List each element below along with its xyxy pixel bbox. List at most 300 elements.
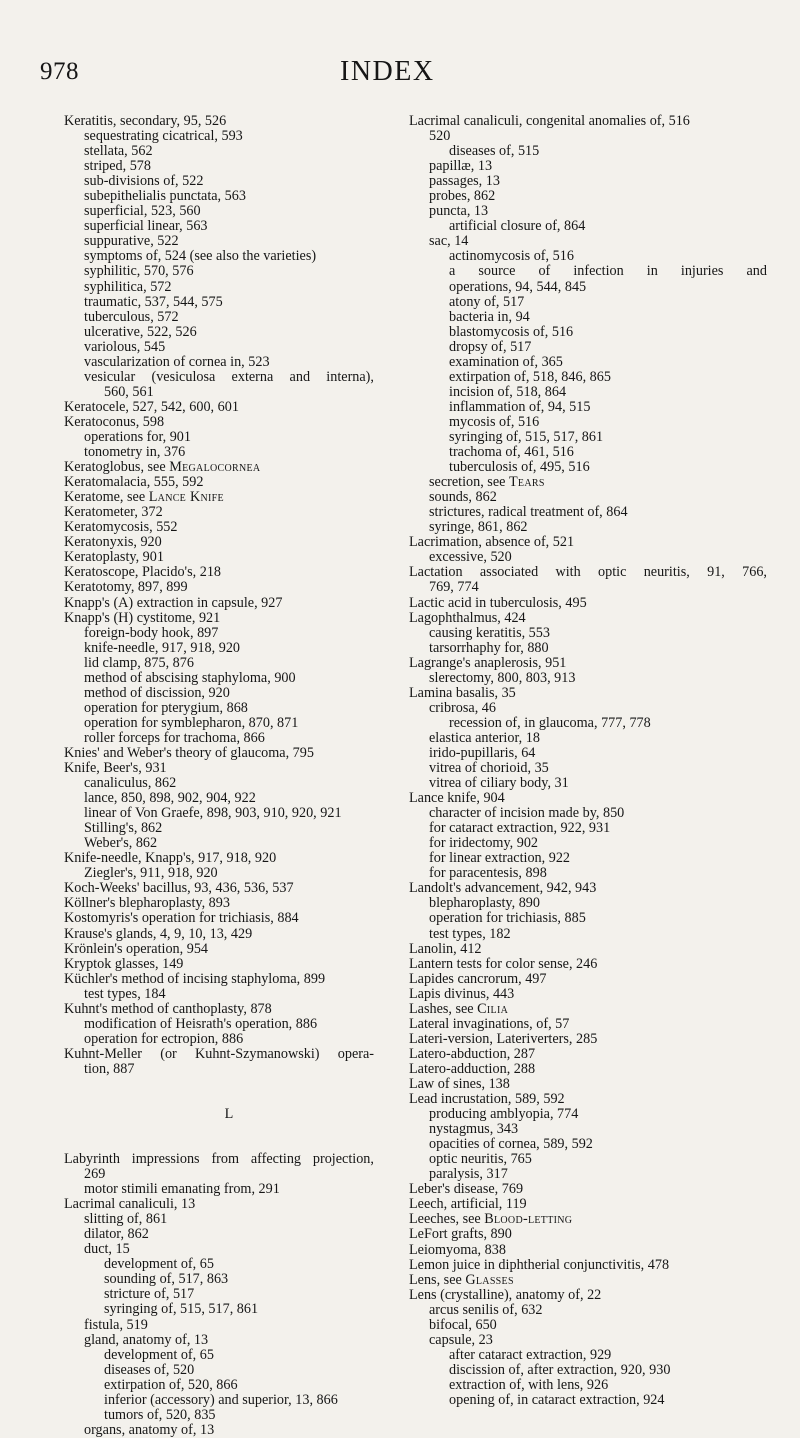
entry-text: diseases of, 515 (449, 143, 540, 160)
entry-text: Lactic acid in tuberculosis, 495 (409, 594, 587, 611)
index-entry (409, 1017, 767, 1032)
entry-text: extirpation of, 520, 866 (104, 1376, 238, 1393)
index-entry (64, 520, 374, 535)
index-subentry (409, 1348, 767, 1363)
entry-text: syphilitic, 570, 576 (84, 263, 194, 280)
entry-text: operation for symblepharon, 870, 871 (84, 714, 299, 731)
page-number: 978 (40, 58, 79, 85)
entry-text: secretion, see (429, 474, 509, 491)
entry-text: Keratonyxis, 920 (64, 534, 162, 551)
entry-text: Lagophthalmus, 424 (409, 609, 526, 626)
index-column-right (409, 114, 767, 1408)
entry-text: LeFort grafts, 890 (409, 1226, 512, 1243)
entry-text: tuberculous, 572 (84, 308, 179, 325)
index-subentry (409, 550, 767, 565)
entry-text: knife-needle, 917, 918, 920 (84, 639, 241, 656)
index-subentry (64, 1348, 374, 1363)
index-subentry (64, 1378, 374, 1393)
index-subentry (64, 1167, 374, 1182)
index-subentry (409, 280, 767, 295)
index-subentry (64, 189, 374, 204)
entry-text: Kryptok glasses, 149 (64, 955, 184, 972)
entry-text: striped, 578 (84, 158, 151, 175)
index-entry: Lactation associated with optic neuritis, 91, 766, (409, 564, 767, 581)
entry-text: operations for, 901 (84, 428, 191, 445)
entry-text: Lacrimal canaliculi, 13 (64, 1196, 196, 1213)
entry-text: Keratomalacia, 555, 592 (64, 474, 204, 491)
index-entry: Labyrinth impressions from affecting projection, (64, 1151, 374, 1167)
entry-text: extraction of, with lens, 926 (449, 1376, 609, 1393)
index-entry (409, 957, 767, 972)
entry-text: Koch-Weeks' bacillus, 93, 436, 536, 537 (64, 880, 294, 897)
section-spacer (64, 1124, 374, 1152)
index-subentry (64, 1212, 374, 1227)
entry-text: method of abscising staphyloma, 900 (84, 669, 296, 686)
entry-text: Keratoglobus, see (64, 459, 170, 476)
index-subentry (409, 325, 767, 340)
index-subentry (64, 144, 374, 159)
entry-text: tarsorrhaphy for, 880 (429, 639, 549, 656)
index-entry (64, 475, 374, 490)
index-subentry (64, 340, 374, 355)
index-subentry (64, 626, 374, 641)
index-entry (409, 535, 767, 550)
entry-text: development of, 65 (104, 1256, 214, 1273)
index-subentry (64, 264, 374, 279)
entry-text: bacteria in, 94 (449, 308, 530, 325)
entry-text: tion, 887 (84, 1060, 135, 1077)
index-subentry (64, 280, 374, 295)
index-entry (64, 535, 374, 550)
index-entry (64, 1002, 374, 1017)
index-subentry (409, 445, 767, 460)
index-entry (64, 114, 374, 129)
entry-text: Kostomyris's operation for trichiasis, 884 (64, 910, 299, 927)
entry-text: 769, 774 (429, 579, 479, 596)
entry-text: Lateral invaginations, of, 57 (409, 1015, 570, 1032)
index-entry (64, 761, 374, 776)
entry-text: examination of, 365 (449, 353, 563, 370)
entry-text: Lanolin, 412 (409, 940, 482, 957)
index-entry (409, 1047, 767, 1062)
index-subentry (409, 1152, 767, 1167)
entry-text: Lashes, see (409, 1000, 478, 1017)
index-subentry (409, 204, 767, 219)
index-entry (409, 1092, 767, 1107)
entry-text: vascularization of cornea in, 523 (84, 353, 270, 370)
index-subentry (64, 1363, 374, 1378)
index-subentry (409, 851, 767, 866)
index-subentry (64, 385, 374, 400)
index-entry (409, 1077, 767, 1092)
index-subentry (409, 836, 767, 851)
entry-text: Latero-abduction, 287 (409, 1045, 536, 1062)
index-subentry (409, 385, 767, 400)
entry-text: Keratometer, 372 (64, 504, 163, 521)
index-entry (409, 596, 767, 611)
index-subentry (64, 219, 374, 234)
entry-text: dilator, 862 (84, 1226, 149, 1243)
entry-text: inferior (accessory) and superior, 13, 866 (104, 1391, 338, 1408)
entry-text: for linear extraction, 922 (429, 850, 571, 867)
index-subentry (409, 1378, 767, 1393)
index-subentry (409, 911, 767, 926)
cross-reference: Lance Knife (148, 489, 224, 506)
entry-text: operations, 94, 544, 845 (449, 278, 587, 295)
index-subentry (409, 1393, 767, 1408)
index-subentry (409, 144, 767, 159)
index-subentry (64, 671, 374, 686)
entry-text: lid clamp, 875, 876 (84, 654, 194, 671)
index-entry (64, 400, 374, 415)
entry-text: operation for trichiasis, 885 (429, 910, 586, 927)
entry-text: Lead incrustation, 589, 592 (409, 1091, 565, 1108)
index-subentry: a source of infection in injuries and (449, 263, 767, 280)
entry-text: Lagrange's anaplerosis, 951 (409, 654, 567, 671)
index-subentry (409, 174, 767, 189)
entry-text: Keratocele, 527, 542, 600, 601 (64, 398, 239, 415)
entry-text: Knife, Beer's, 931 (64, 760, 167, 777)
index-entry (409, 1258, 767, 1273)
entry-text: Lance knife, 904 (409, 790, 505, 807)
entry-text: blastomycosis of, 516 (449, 323, 574, 340)
entry-text: lance, 850, 898, 902, 904, 922 (84, 790, 256, 807)
entry-text: 520 (429, 128, 451, 145)
index-entry (409, 1243, 767, 1258)
entry-text: Lacrimal canaliculi, congenital anomalies of, 516 (409, 113, 690, 129)
index-subentry (409, 896, 767, 911)
index-subentry (409, 821, 767, 836)
index-subentry (409, 490, 767, 505)
index-subentry (64, 204, 374, 219)
entry-text: sac, 14 (429, 233, 469, 250)
index-subentry (409, 1167, 767, 1182)
index-subentry (64, 1287, 374, 1302)
index-subentry (409, 295, 767, 310)
index-entry (409, 1002, 767, 1017)
entry-text: syringe, 861, 862 (429, 519, 528, 536)
entry-text: fistula, 519 (84, 1316, 148, 1333)
index-subentry (409, 1363, 767, 1378)
entry-text: Ziegler's, 911, 918, 920 (84, 865, 218, 882)
entry-text: opacities of cornea, 589, 592 (429, 1136, 593, 1153)
index-entry (409, 972, 767, 987)
index-subentry (64, 445, 374, 460)
entry-text: sounding of, 517, 863 (104, 1271, 229, 1288)
index-subentry (64, 430, 374, 445)
index-subentry (64, 806, 374, 821)
entry-text: Keratoconus, 598 (64, 413, 165, 430)
index-subentry (64, 174, 374, 189)
index-subentry (64, 641, 374, 656)
index-entry (64, 957, 374, 972)
entry-text: Leeches, see (409, 1211, 485, 1228)
index-subentry (409, 1107, 767, 1122)
index-entry (64, 490, 374, 505)
entry-text: vitrea of chorioid, 35 (429, 760, 549, 777)
index-entry (409, 1212, 767, 1227)
index-subentry (64, 1423, 374, 1438)
index-entry (64, 505, 374, 520)
entry-text: Lamina basalis, 35 (409, 684, 516, 701)
index-entry (409, 1032, 767, 1047)
entry-text: duct, 15 (84, 1241, 130, 1258)
index-entry (409, 686, 767, 701)
index-subentry (409, 415, 767, 430)
entry-text: Knapp's (A) extraction in capsule, 927 (64, 594, 283, 611)
index-subentry (64, 1062, 374, 1077)
cross-reference: Cilia (477, 1000, 509, 1017)
entry-text: Weber's, 862 (84, 835, 158, 852)
entry-text: artificial closure of, 864 (449, 218, 586, 235)
entry-text: after cataract extraction, 929 (449, 1346, 612, 1363)
index-subentry (64, 1017, 374, 1032)
entry-text: symptoms of, 524 (see also the varieties) (84, 248, 317, 265)
index-subentry (64, 249, 374, 264)
index-entry (409, 1273, 767, 1288)
index-subentry (409, 310, 767, 325)
index-entry (64, 596, 374, 611)
index-subentry (409, 1303, 767, 1318)
index-subentry: vesicular (vesiculosa externa and interna), (84, 368, 374, 385)
cross-reference: Megalocornea (169, 459, 261, 476)
index-subentry (64, 701, 374, 716)
index-subentry (409, 430, 767, 445)
index-subentry (409, 716, 767, 731)
index-subentry (409, 1333, 767, 1348)
entry-text: stricture of, 517 (104, 1286, 195, 1303)
index-subentry (409, 189, 767, 204)
index-subentry (64, 836, 374, 851)
index-subentry (409, 1122, 767, 1137)
index-subentry (409, 806, 767, 821)
index-entry (64, 746, 374, 761)
entry-text: Keratome, see (64, 489, 149, 506)
entry-text: Keratitis, secondary, 95, 526 (64, 113, 227, 129)
index-entry (64, 611, 374, 626)
section-letter: L (224, 1106, 234, 1122)
index-subentry (409, 520, 767, 535)
index-subentry (64, 1272, 374, 1287)
entry-text: Krause's glands, 4, 9, 10, 13, 429 (64, 925, 253, 942)
entry-text: Law of sines, 138 (409, 1076, 510, 1092)
entry-text: passages, 13 (429, 173, 500, 190)
entry-text: Leech, artificial, 119 (409, 1196, 527, 1213)
section-spacer (64, 1077, 374, 1105)
index-entry (409, 942, 767, 957)
entry-text: superficial linear, 563 (84, 218, 208, 235)
index-entry (64, 580, 374, 595)
index-subentry (64, 159, 374, 174)
index-subentry (64, 987, 374, 1002)
index-entry (409, 611, 767, 626)
entry-text: slerectomy, 800, 803, 913 (429, 669, 576, 686)
index-entry (409, 1182, 767, 1197)
index-subentry (64, 821, 374, 836)
index-subentry (64, 1408, 374, 1423)
entry-text: slitting of, 861 (84, 1211, 168, 1228)
entry-text: cribrosa, 46 (429, 699, 496, 716)
entry-text: atony of, 517 (449, 293, 525, 310)
index-subentry (409, 626, 767, 641)
entry-text: Lateri-version, Lateriverters, 285 (409, 1030, 598, 1047)
index-subentry (409, 370, 767, 385)
entry-text: traumatic, 537, 544, 575 (84, 293, 223, 310)
entry-text: gland, anatomy of, 13 (84, 1331, 209, 1348)
index-entry (64, 927, 374, 942)
entry-text: Keratomycosis, 552 (64, 519, 178, 536)
entry-text: 560, 561 (104, 383, 154, 400)
index-subentry (409, 129, 767, 144)
index-subentry (409, 355, 767, 370)
index-subentry (64, 776, 374, 791)
index-entry (409, 1227, 767, 1242)
entry-text: Keratoplasty, 901 (64, 549, 164, 566)
index-subentry (409, 1137, 767, 1152)
index-subentry (409, 866, 767, 881)
entry-text: Lens, see (409, 1271, 466, 1288)
entry-text: sounds, 862 (429, 489, 497, 506)
index-subentry (409, 1318, 767, 1333)
entry-text: foreign-body hook, 897 (84, 624, 219, 641)
entry-text: tuberculosis of, 495, 516 (449, 459, 590, 476)
entry-text: incision of, 518, 864 (449, 383, 567, 400)
entry-text: for cataract extraction, 922, 931 (429, 820, 611, 837)
index-entry (64, 460, 374, 475)
entry-text: Küchler's method of incising staphyloma, 899 (64, 970, 326, 987)
entry-text: causing keratitis, 553 (429, 624, 550, 641)
entry-text: roller forceps for trachoma, 866 (84, 729, 265, 746)
index-column-left (64, 114, 374, 1438)
index-subentry (64, 731, 374, 746)
index-subentry (64, 1318, 374, 1333)
entry-text: strictures, radical treatment of, 864 (429, 504, 628, 521)
index-subentry (64, 1032, 374, 1047)
entry-text: operation for pterygium, 868 (84, 699, 248, 716)
index-entry (64, 972, 374, 987)
entry-text: diseases of, 520 (104, 1361, 195, 1378)
index-subentry (409, 580, 767, 595)
entry-text: Knies' and Weber's theory of glaucoma, 795 (64, 744, 314, 761)
entry-text: 269 (84, 1166, 106, 1183)
index-subentry (64, 1182, 374, 1197)
entry-text: operation for ectropion, 886 (84, 1030, 244, 1047)
index-subentry (409, 234, 767, 249)
index-entry (64, 851, 374, 866)
index-entry (64, 942, 374, 957)
index-subentry (409, 776, 767, 791)
entry-text: bifocal, 650 (429, 1316, 497, 1333)
index-subentry (409, 746, 767, 761)
index-entry (409, 1197, 767, 1212)
index-entry (409, 114, 767, 129)
index-subentry (409, 460, 767, 475)
index-subentry (64, 686, 374, 701)
entry-text: recession of, in glaucoma, 777, 778 (449, 714, 651, 731)
entry-text: stellata, 562 (84, 143, 153, 160)
index-subentry (409, 340, 767, 355)
entry-text: Keratoscope, Placido's, 218 (64, 564, 222, 581)
index-subentry (64, 1393, 374, 1408)
index-subentry (64, 1227, 374, 1242)
entry-text: method of discission, 920 (84, 684, 230, 701)
cross-reference: Glasses (465, 1271, 514, 1288)
entry-text: ulcerative, 522, 526 (84, 323, 197, 340)
index-entry (409, 881, 767, 896)
entry-text: Köllner's blepharoplasty, 893 (64, 895, 230, 912)
entry-text: Knife-needle, Knapp's, 917, 918, 920 (64, 850, 277, 867)
entry-text: paralysis, 317 (429, 1166, 508, 1183)
entry-text: Latero-adduction, 288 (409, 1060, 536, 1077)
index-entry (64, 565, 374, 580)
index-entry (64, 881, 374, 896)
entry-text: syringing of, 515, 517, 861 (104, 1301, 259, 1318)
entry-text: development of, 65 (104, 1346, 214, 1363)
index-subentry (409, 761, 767, 776)
index-subentry (64, 129, 374, 144)
index-entry (409, 656, 767, 671)
entry-text: test types, 182 (429, 925, 511, 942)
index-entry (64, 415, 374, 430)
entry-text: sequestrating cicatrical, 593 (84, 128, 243, 145)
entry-text: canaliculus, 862 (84, 775, 177, 792)
index-subentry (409, 505, 767, 520)
index-subentry (64, 1302, 374, 1317)
entry-text: Lens (crystalline), anatomy of, 22 (409, 1286, 602, 1303)
index-subentry (64, 234, 374, 249)
entry-text: probes, 862 (429, 188, 496, 205)
entry-text: sub-divisions of, 522 (84, 173, 204, 190)
index-subentry (409, 731, 767, 746)
entry-text: Landolt's advancement, 942, 943 (409, 880, 597, 897)
entry-text: syphilitica, 572 (84, 278, 172, 295)
index-entry (409, 1062, 767, 1077)
entry-text: Leiomyoma, 838 (409, 1241, 506, 1258)
entry-text: Stilling's, 862 (84, 820, 163, 837)
entry-text: papillæ, 13 (429, 158, 493, 175)
entry-text: tumors of, 520, 835 (104, 1406, 216, 1423)
running-head: INDEX (340, 56, 435, 87)
entry-text: extirpation of, 518, 846, 865 (449, 368, 611, 385)
cross-reference: Blood-letting (484, 1211, 573, 1228)
entry-text: character of incision made by, 850 (429, 805, 625, 822)
index-subentry (409, 219, 767, 234)
index-subentry (409, 249, 767, 264)
index-subentry (64, 1333, 374, 1348)
index-subentry (409, 701, 767, 716)
entry-text: opening of, in cataract extraction, 924 (449, 1391, 665, 1408)
entry-text: arcus senilis of, 632 (429, 1301, 543, 1318)
entry-text: subepithelialis punctata, 563 (84, 188, 246, 205)
entry-text: Lantern tests for color sense, 246 (409, 955, 598, 972)
index-subentry (409, 400, 767, 415)
entry-text: organs, anatomy of, 13 (84, 1421, 215, 1438)
entry-text: blepharoplasty, 890 (429, 895, 540, 912)
entry-text: actinomycosis of, 516 (449, 248, 574, 265)
entry-text: capsule, 23 (429, 1331, 493, 1348)
index-entry: Kuhnt-Meller (or Kuhnt-Szymanowski) opera- (64, 1045, 374, 1062)
index-entry (64, 1197, 374, 1212)
entry-text: Knapp's (H) cystitome, 921 (64, 609, 221, 626)
index-subentry (64, 866, 374, 881)
entry-text: Leber's disease, 769 (409, 1181, 524, 1198)
entry-text: Lacrimation, absence of, 521 (409, 534, 575, 551)
entry-text: Keratotomy, 897, 899 (64, 579, 188, 596)
entry-text: producing amblyopia, 774 (429, 1106, 579, 1123)
index-subentry (64, 325, 374, 340)
index-subentry (64, 295, 374, 310)
entry-text: inflammation of, 94, 515 (449, 398, 591, 415)
